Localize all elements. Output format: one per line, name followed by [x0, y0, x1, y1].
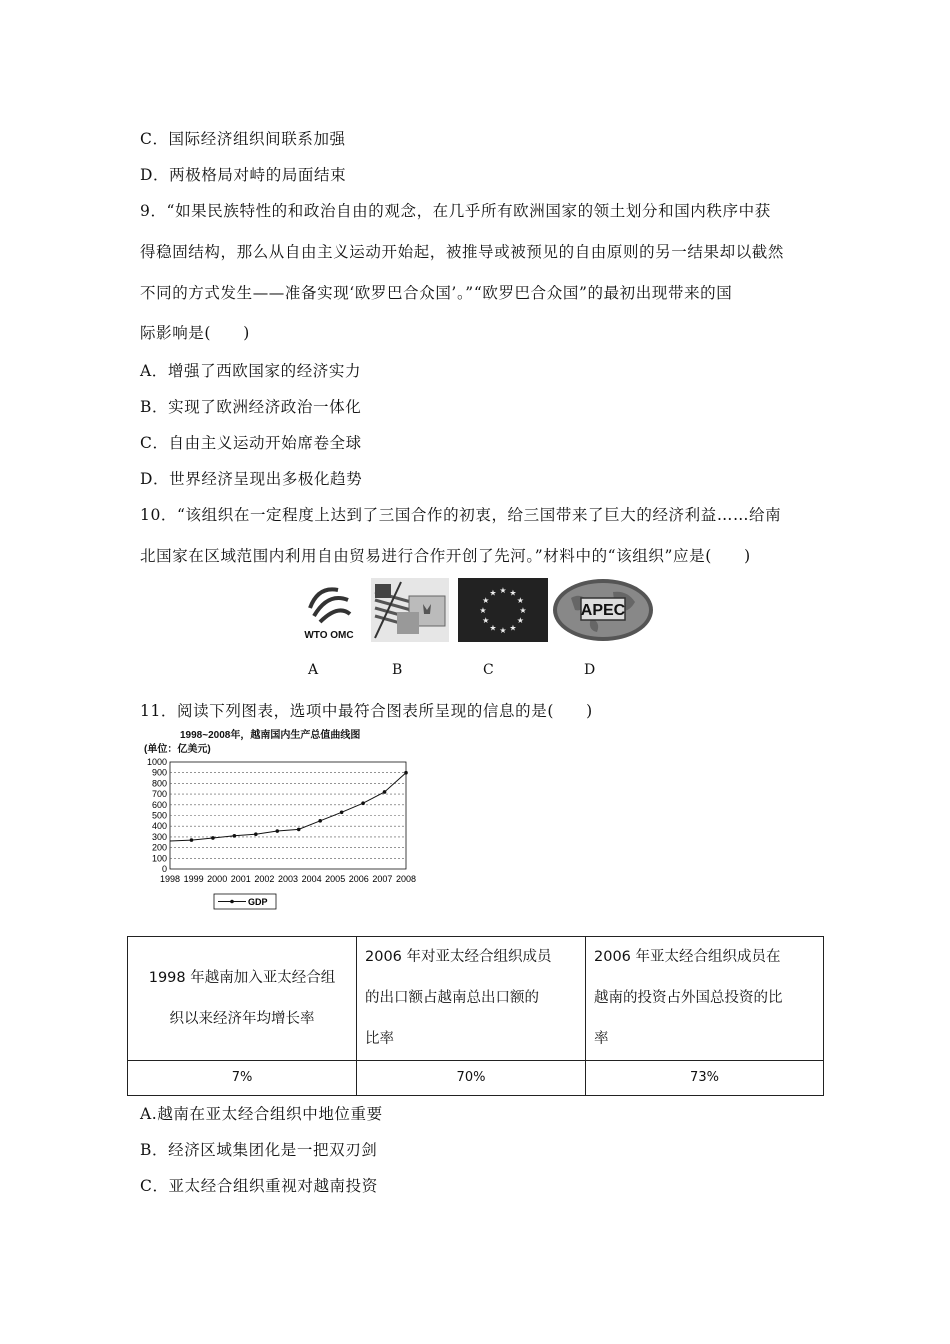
logo-label-c: C	[483, 662, 494, 678]
y-tick-label: 800	[151, 778, 167, 789]
x-tick-label: 2007	[372, 874, 393, 884]
data-point	[211, 836, 215, 840]
table-header-growth: 1998 年越南加入亚太经合组 织以来经济年均增长率	[128, 937, 357, 1061]
data-point	[404, 771, 408, 775]
data-point	[297, 828, 301, 832]
wto-logo	[298, 578, 360, 642]
data-point	[383, 790, 387, 794]
q9-text-3: 不同的方式发生——准备实现‘欧罗巴合众国’。”“欧罗巴合众国”的最初出现带来的国	[140, 284, 733, 302]
x-tick-label: 2000	[207, 874, 228, 884]
table-cell-export: 70%	[357, 1061, 586, 1096]
chart-legend	[214, 894, 276, 909]
q11-option-c: C．亚太经合组织重视对越南投资	[140, 1177, 378, 1195]
series-line-gdp	[170, 773, 406, 841]
x-tick-label: 2001	[230, 874, 251, 884]
eu-star-icon: ★	[519, 606, 527, 615]
option-d-prev: D．两极格局对峙的局面结束	[140, 166, 347, 184]
table-header-export: 2006 年对亚太经合组织成员 的出口额占越南总出口额的 比率	[357, 937, 586, 1061]
nafta-flags-logo	[371, 578, 449, 642]
eu-star-icon: ★	[499, 626, 507, 635]
legend-label-gdp: GDP	[248, 897, 268, 907]
y-tick-label: 400	[151, 821, 167, 832]
x-tick-label: 2005	[325, 874, 346, 884]
eu-star-icon: ★	[479, 606, 487, 615]
data-point	[254, 832, 258, 836]
logo-label-a: A	[308, 662, 319, 678]
data-point	[340, 810, 344, 814]
q9-text-2: 得稳固结构，那么从自由主义运动开始起，被推导或被预见的自由原则的另一结果却以截然	[140, 243, 785, 261]
chart-title: 1998~2008年，越南国内生产总值曲线图	[180, 730, 361, 741]
q11-text: 11．阅读下列图表，选项中最符合图表所呈现的信息的是( )	[140, 702, 593, 720]
logo-label-b: B	[392, 662, 403, 678]
eu-star-icon: ★	[489, 623, 497, 633]
x-tick-label: 2002	[254, 874, 275, 884]
data-point	[190, 838, 194, 842]
chart-unit: (单位：亿美元)	[144, 744, 211, 755]
gdp-chart	[140, 728, 420, 922]
x-tick-label: 1999	[183, 874, 204, 884]
y-tick-label: 300	[151, 831, 167, 842]
data-point	[318, 819, 322, 823]
q9-option-a: A．增强了西欧国家的经济实力	[140, 362, 362, 380]
y-tick-label: 600	[151, 799, 167, 810]
y-tick-label: 500	[151, 810, 167, 821]
y-tick-label: 0	[161, 864, 167, 874]
eu-star-icon: ★	[482, 596, 490, 605]
y-tick-label: 700	[151, 789, 167, 800]
svg-text:APEC: APEC	[580, 602, 626, 619]
q9-option-b: B．实现了欧洲经济政治一体化	[140, 398, 362, 416]
eu-star-icon: ★	[499, 586, 507, 595]
q9-option-d: D．世界经济呈现出多极化趋势	[140, 470, 363, 488]
x-tick-label: 2004	[301, 874, 322, 884]
eu-star-icon: ★	[489, 588, 497, 598]
x-tick-label: 2006	[348, 874, 369, 884]
table-header-investment: 2006 年亚太经合组织成员在 越南的投资占外国总投资的比 率	[586, 937, 824, 1061]
q9-option-c: C．自由主义运动开始席卷全球	[140, 434, 362, 452]
q10-text-1: 10．“该组织在一定程度上达到了三国合作的初衷，给三国带来了巨大的经济利益……给南	[140, 506, 782, 524]
logo-label-d: D	[584, 662, 596, 678]
y-tick-label: 100	[151, 853, 167, 864]
x-tick-label: 2008	[395, 874, 417, 884]
data-point	[361, 801, 365, 805]
eu-star-icon: ★	[509, 588, 517, 598]
data-point	[233, 834, 237, 838]
table-cell-investment: 73%	[586, 1061, 824, 1096]
eu-flag-logo	[458, 578, 548, 642]
x-tick-label: 2003	[277, 874, 299, 884]
table-cell-growth: 7%	[128, 1061, 357, 1096]
eu-star-icon: ★	[516, 616, 524, 625]
data-table	[127, 936, 824, 1096]
q10-text-2: 北国家在区域范围内利用自由贸易进行合作开创了先河。”材料中的“该组织”应是( )	[140, 547, 751, 565]
y-tick-label: 200	[151, 842, 167, 853]
eu-star-icon: ★	[516, 596, 524, 605]
eu-star-icon: ★	[482, 616, 490, 625]
option-c-prev: C．国际经济组织间联系加强	[140, 130, 346, 148]
q9-text-4: 际影响是( )	[140, 324, 250, 342]
q11-option-b: B．经济区域集团化是一把双刃剑	[140, 1141, 378, 1159]
eu-star-icon: ★	[509, 623, 517, 633]
y-tick-label: 1000	[146, 757, 167, 767]
apec-logo	[551, 578, 655, 642]
x-tick-label: 1998	[159, 874, 181, 884]
q9-text-1: 9．“如果民族特性的和政治自由的观念，在几乎所有欧洲国家的领土划分和国内秩序中获	[140, 202, 771, 220]
q11-option-a: A.越南在亚太经合组织中地位重要	[140, 1105, 383, 1123]
svg-text:WTO OMC: WTO OMC	[304, 630, 354, 641]
data-point	[275, 829, 279, 833]
y-tick-label: 900	[151, 767, 167, 778]
